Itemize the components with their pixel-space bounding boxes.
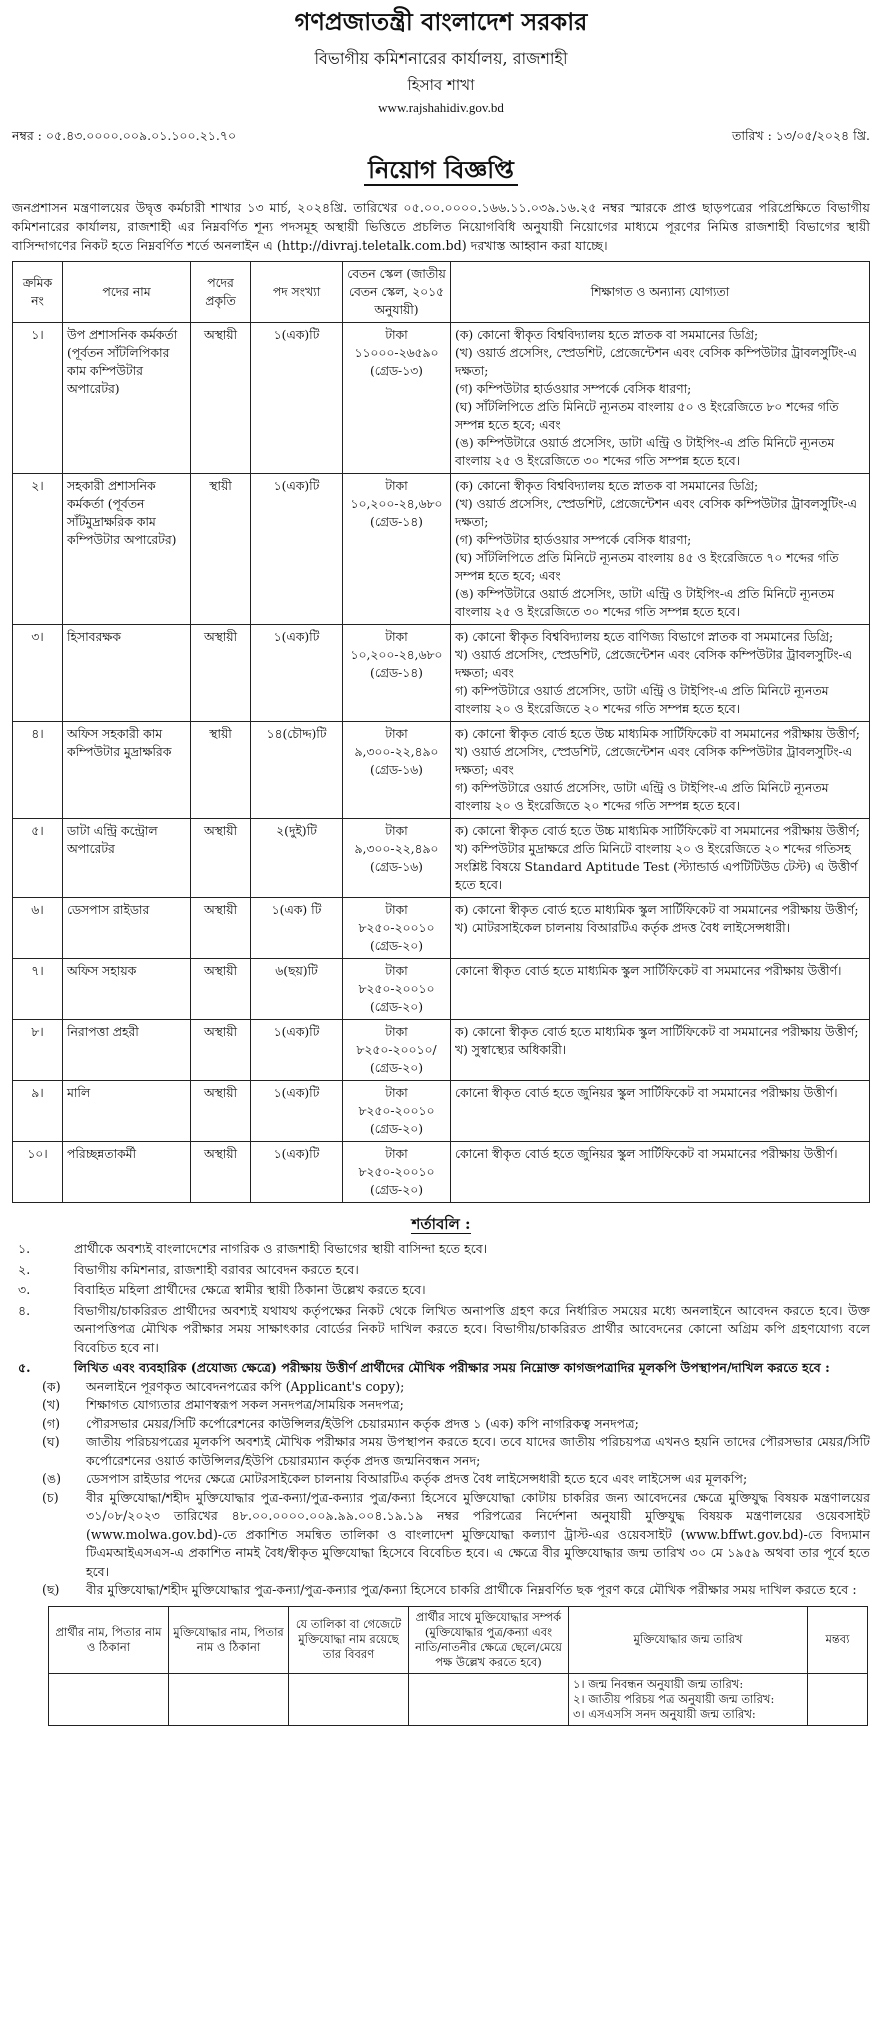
cell-qualification xyxy=(451,959,870,1020)
cell-nature: অস্থায়ী xyxy=(191,625,251,722)
ff-cell-remarks xyxy=(808,1673,868,1725)
cell-serial: ৮। xyxy=(13,1020,63,1081)
cell-qualification xyxy=(451,722,870,819)
col-serial: ক্রমিক নং xyxy=(13,262,63,323)
sub-condition-number: (ক) xyxy=(42,1378,61,1394)
sub-condition-item xyxy=(42,1415,870,1434)
cell-count: ১(এক)টি xyxy=(251,323,343,474)
condition-number: ৪. xyxy=(18,1302,31,1318)
condition-number: ১. xyxy=(18,1241,31,1256)
condition-item xyxy=(12,1281,870,1300)
col-scale: বেতন স্কেল (জাতীয় বেতন স্কেল, ২০১৫ অনুযায়ী) xyxy=(343,262,451,323)
cell-qualification xyxy=(451,819,870,898)
cell-scale: টাকা ৮২৫০-২০০১০ (গ্রেড-২০) xyxy=(343,1142,451,1203)
cell-post: সহকারী প্রশাসনিক কর্মকর্তা (পূর্বতন সাঁটমুদ্রাক্ষরিক কাম কম্পিউটার অপারেটর) xyxy=(63,474,191,625)
cell-post: হিসাবরক্ষক xyxy=(63,625,191,722)
ff-cell-fighter xyxy=(169,1673,289,1725)
condition-text: বিভাগীয় কমিশনার, রাজশাহী বরাবর আবেদন করতে হবে। xyxy=(74,1261,359,1277)
qualification-item: কোনো স্বীকৃত বোর্ড হতে জুনিয়র স্কুল সার্টিফিকেট বা সমমানের পরীক্ষায় উত্তীর্ণ। xyxy=(455,1147,838,1161)
col-qualification: শিক্ষাগত ও অন্যান্য যোগ্যতা xyxy=(451,262,870,323)
sub-condition-text: জাতীয় পরিচয়পত্রের মূলকপি অবশ্যই মৌখিক পরীক্ষার সময় উপস্থাপন করতে হবে। তবে যাদের জাতীয় পরিচয়পত্র এখনও হয়নি তাদের পৌরসভার মেয়র/সিটি কর্পোরেশনের ওয়ার্ড কাউন্সিলর/ইউপি চেয়ারম্যান কর্তৃক প্রদত্ত জন্মনিবন্ধন সনদ; xyxy=(86,1434,870,1468)
sub-condition-text: অনলাইনে পূরণকৃত আবেদনপত্রের কপি (Applicant's copy); xyxy=(86,1378,405,1394)
cell-count: ১(এক)টি xyxy=(251,1142,343,1203)
qualification-item: খ) ওয়ার্ড প্রসেসিং, স্প্রেডশিট, প্রেজেন্টেশন এবং বেসিক কম্পিউটার ট্রাবলসুটিং-এ দক্ষতা; এবং xyxy=(455,745,853,777)
cell-count: ১(এক) টি xyxy=(251,898,343,959)
col-post: পদের নাম xyxy=(63,262,191,323)
cell-scale: টাকা ১০,২০০-২৪,৬৮০ (গ্রেড-১৪) xyxy=(343,474,451,625)
conditions-heading-text: শর্তাবলি : xyxy=(411,1215,471,1233)
cell-nature: অস্থায়ী xyxy=(191,898,251,959)
qualification-item: গ) কম্পিউটারে ওয়ার্ড প্রসেসিং, ডাটা এন্ট্রি ও টাইপিং-এ প্রতি মিনিটে ন্যূনতম বাংলায় ২০ ও ইংরেজিতে ২০ শব্দের গতি সম্পন্ন হতে হবে। xyxy=(455,684,829,716)
memo-row xyxy=(0,128,882,148)
ff-col-header: প্রার্থীর সাথে মুক্তিযোদ্ধার সম্পর্ক (মুক্তিযোদ্ধার পুত্র/কন্যা এবং নাতি/নাতনীর ক্ষেত্রে ছেলে/মেয়ে পক্ষ উল্লেখ করতে হবে) xyxy=(409,1606,569,1673)
cell-scale: টাকা ৮২৫০-২০০১০ (গ্রেড-২০) xyxy=(343,1081,451,1142)
cell-count: ১(এক)টি xyxy=(251,474,343,625)
cell-post: মালি xyxy=(63,1081,191,1142)
cell-nature: অস্থায়ী xyxy=(191,1020,251,1081)
sub-condition-item xyxy=(42,1581,870,1600)
cell-scale: টাকা ১১০০০-২৬৫৯০ (গ্রেড-১৩) xyxy=(343,323,451,474)
condition-item xyxy=(12,1240,870,1259)
qualification-item: (ঙ) কম্পিউটারে ওয়ার্ড প্রসেসিং, ডাটা এন্ট্রি ও টাইপিং-এ প্রতি মিনিটে ন্যূনতম বাংলায় ২৫ ও ইংরেজিতে ৩০ শব্দের গতি সম্পন্ন হতে হবে। xyxy=(455,436,835,468)
cell-count: ১(এক)টি xyxy=(251,625,343,722)
cell-nature: অস্থায়ী xyxy=(191,819,251,898)
cell-qualification xyxy=(451,1081,870,1142)
cell-qualification xyxy=(451,474,870,625)
sub-condition-item xyxy=(42,1489,870,1582)
intro-paragraph: জনপ্রশাসন মন্ত্রণালয়ের উদ্বৃত্ত কর্মচারী শাখার ১৩ মার্চ, ২০২৪খ্রি. তারিখের ০৫.০০.০০০০.১৬৬.১১.০৩৯.১৬.২৫ নম্বর স্মারকে প্রাপ্ত ছাড়পত্রের পরিপ্রেক্ষিতে বিভাগীয় কমিশনারের কার্যালয়, রাজশাহী এর নিম্নবর্ণিত শূন্য পদসমূহ অস্থায়ী ভিত্তিতে প্রচলিত নিয়োগবিধি অনুযায়ী নিয়োগের মাধ্যমে পূরণের নিমিত্ত রাজশাহী বিভাগের স্থায়ী বাসিন্দাগণের নিকট হতে নিম্নবর্ণিত শর্তে অনলাইন এ (http://divraj.teletalk.com.bd) দরখাস্ত আহ্বান করা যাচ্ছে। xyxy=(12,200,870,253)
cell-scale: টাকা ৮২৫০-২০০১০ (গ্রেড-২০) xyxy=(343,959,451,1020)
cell-count: ১(এক)টি xyxy=(251,1081,343,1142)
sub-condition-item xyxy=(42,1378,870,1397)
sub-condition-number: (ছ) xyxy=(42,1582,60,1597)
table-row xyxy=(13,474,870,625)
table-row xyxy=(13,1020,870,1081)
cell-serial: ৫। xyxy=(13,819,63,898)
qualification-item: (ঙ) কম্পিউটারে ওয়ার্ড প্রসেসিং, ডাটা এন্ট্রি ও টাইপিং-এ প্রতি মিনিটে ন্যূনতম বাংলায় ২৫ ও ইংরেজিতে ৩০ শব্দের গতি সম্পন্ন হতে হবে। xyxy=(455,587,835,619)
sub-condition-item xyxy=(42,1396,870,1415)
condition-text: বিবাহিত মহিলা প্রার্থীদের ক্ষেত্রে স্বামীর স্থায়ী ঠিকানা উল্লেখ করতে হবে। xyxy=(74,1282,426,1297)
qualification-item: খ) মোটরসাইকেল চালনায় বিআরটিএ কর্তৃক প্রদত্ত বৈধ লাইসেন্সধারী। xyxy=(455,921,791,935)
ff-dob-line: ১। জন্ম নিবন্ধন অনুযায়ী জন্ম তারিখ: xyxy=(573,1676,744,1691)
cell-nature: অস্থায়ী xyxy=(191,323,251,474)
vacancy-table-header xyxy=(13,262,870,323)
cell-serial: ৬। xyxy=(13,898,63,959)
sub-condition-number: (ঙ) xyxy=(42,1471,62,1486)
cell-serial: ৭। xyxy=(13,959,63,1020)
ff-col-header: মন্তব্য xyxy=(808,1606,868,1673)
notice-title xyxy=(0,152,882,192)
qualification-item: (খ) ওয়ার্ড প্রসেসিং, স্প্রেডশিট, প্রেজেন্টেশন এবং বেসিক কম্পিউটার ট্রাবলসুটিং-এ দক্ষতা; xyxy=(455,497,857,529)
memo-date: তারিখ : ১৩/০৫/২০২৪ খ্রি. xyxy=(731,128,870,143)
cell-count: ৬(ছয়)টি xyxy=(251,959,343,1020)
table-row xyxy=(13,959,870,1020)
conditions-list xyxy=(0,1240,882,1600)
sub-condition-number: (চ) xyxy=(42,1489,59,1505)
qualification-item: ক) কোনো স্বীকৃত বোর্ড হতে উচ্চ মাধ্যমিক সার্টিফিকেট বা সমমানের পরীক্ষায় উত্তীর্ণ; xyxy=(455,727,860,741)
cell-post: পরিচ্ছন্নতাকর্মী xyxy=(63,1142,191,1203)
condition-number: ৩. xyxy=(18,1282,31,1297)
cell-serial: ৪। xyxy=(13,722,63,819)
sub-condition-number: (খ) xyxy=(42,1397,61,1412)
vacancy-table xyxy=(12,261,870,1203)
vacancy-table-body xyxy=(13,323,870,1203)
cell-nature: অস্থায়ী xyxy=(191,959,251,1020)
ff-cell-dob xyxy=(569,1673,808,1725)
sub-condition-text: পৌরসভার মেয়র/সিটি কর্পোরেশনের কাউন্সিলর/ইউপি চেয়ারম্যান কর্তৃক প্রদত্ত ১ (এক) কপি নাগরিকত্ব সনদপত্র; xyxy=(86,1415,639,1431)
sub-condition-number: (গ) xyxy=(42,1415,61,1431)
cell-count: ১৪(চৌদ্দ)টি xyxy=(251,722,343,819)
cell-scale: টাকা ৯,৩০০-২২,৪৯০ (গ্রেড-১৬) xyxy=(343,819,451,898)
ff-col-header: প্রার্থীর নাম, পিতার নাম ও ঠিকানা xyxy=(49,1606,169,1673)
cell-nature: অস্থায়ী xyxy=(191,1142,251,1203)
ff-cell-relation xyxy=(409,1673,569,1725)
qualification-item: (ঘ) সাঁটলিপিতে প্রতি মিনিটে ন্যূনতম বাংলায় ৪৫ ও ইংরেজিতে ৭০ শব্দের গতি সম্পন্ন হতে হবে; এবং xyxy=(455,551,839,583)
cell-nature: স্থায়ী xyxy=(191,722,251,819)
cell-nature: অস্থায়ী xyxy=(191,1081,251,1142)
table-row xyxy=(13,1081,870,1142)
cell-serial: ১০। xyxy=(13,1142,63,1203)
cell-nature: স্থায়ী xyxy=(191,474,251,625)
conditions-heading xyxy=(0,1213,882,1238)
cell-scale: টাকা ৮২৫০-২০০১০ (গ্রেড-২০) xyxy=(343,898,451,959)
cell-scale: টাকা ৯,৩০০-২২,৪৯০ (গ্রেড-১৬) xyxy=(343,722,451,819)
condition-text: লিখিত এবং ব্যবহারিক (প্রযোজ্য ক্ষেত্রে) পরীক্ষায় উত্তীর্ণ প্রার্থীদের মৌখিক পরীক্ষার সময় নিম্নোক্ত কাগজপত্রাদির মূলকপি উপস্থাপন/দাখিল করতে হবে : xyxy=(74,1360,830,1375)
condition-5 xyxy=(12,1359,870,1378)
qualification-item: গ) কম্পিউটারে ওয়ার্ড প্রসেসিং, ডাটা এন্ট্রি ও টাইপিং-এ প্রতি মিনিটে ন্যূনতম বাংলায় ২০ ও ইংরেজিতে ২০ শব্দের গতি সম্পন্ন হতে হবে। xyxy=(455,781,829,813)
table-row xyxy=(13,898,870,959)
cell-qualification xyxy=(451,323,870,474)
ff-cell-gazette xyxy=(289,1673,409,1725)
sub-condition-text: বীর মুক্তিযোদ্ধা/শহীদ মুক্তিযোদ্ধার পুত্র-কন্যা/পুত্র-কন্যার পুত্র/কন্যা হিসেবে মুক্তিযোদ্ধা কোটায় চাকরির জন্য আবেদনের ক্ষেত্রে মুক্তিযুদ্ধ বিষয়ক মন্ত্রণালয়ের ৩১/০৮/২০২৩ তারিখের ৪৮.০০.০০০০.০০৯.৯৯.০০৪.১৯.১৯ নম্বর পরিপত্রের নির্দেশনা অনুযায়ী মুক্তিযুদ্ধ বিষয়ক মন্ত্রণালয়ের ওয়েবসাইট (www.molwa.gov.bd)-তে প্রকাশিত সমন্বিত তালিকা ও বাংলাদেশ মুক্তিযোদ্ধা কল্যাণ ট্রাস্ট-এর ওয়েবসাইট (www.bffwt.gov.bd)-তে বিদ্যমান টিএমআইএসএস-এ প্রকাশিত নামই বৈধ/স্বীকৃত মুক্তিযোদ্ধা হিসেবে বিবেচিত হবে। এ ক্ষেত্রে বীর মুক্তিযোদ্ধার জন্ম তারিখ ৩০ মে ১৯৫৯ অথবা তার পূর্বে হতে হবে। xyxy=(86,1489,870,1579)
memo-number: নম্বর : ০৫.৪৩.০০০০.০০৯.০১.১০০.২১.৭০ xyxy=(12,128,237,143)
branch-name: হিসাব শাখা xyxy=(407,76,475,94)
condition-text: বিভাগীয়/চাকরিরত প্রার্থীদের অবশ্যই যথাযথ কর্তৃপক্ষের নিকট থেকে লিখিত অনাপত্তি গ্রহণ করে নির্ধারিত সময়ের মধ্যে অনলাইনে আবেদন করতে হবে। উক্ত অনাপত্তিপত্র মৌখিক পরীক্ষার সময় সাক্ষাৎকার বোর্ডের নিকট দাখিল করতে হবে। বিভাগীয়/চাকরিরত প্রার্থীর আবেদনের কোনো অগ্রিম কপি গ্রহণযোগ্য বলে বিবেচিত হবে না। xyxy=(74,1302,870,1355)
qualification-item: ক) কোনো স্বীকৃত বোর্ড হতে মাধ্যমিক স্কুল সার্টিফিকেট বা সমমানের পরীক্ষায় উত্তীর্ণ; xyxy=(455,1025,859,1039)
cell-qualification xyxy=(451,1020,870,1081)
cell-serial: ৯। xyxy=(13,1081,63,1142)
qualification-item: কোনো স্বীকৃত বোর্ড হতে জুনিয়র স্কুল সার্টিফিকেট বা সমমানের পরীক্ষায় উত্তীর্ণ। xyxy=(455,1086,838,1100)
website-link[interactable]: www.rajshahidiv.gov.bd xyxy=(378,100,504,115)
qualification-item: খ) কম্পিউটার মুদ্রাক্ষরে প্রতি মিনিটে বাংলায় ২০ ও ইংরেজিতে ২০ শব্দের গতিসহ সংশ্লিষ্ট বিষয়ে Standard Aptitude Test (স্ট্যান্ডার্ড এপটিটিউড টেস্ট) এ উত্তীর্ণ হতে হবে। xyxy=(455,842,858,892)
sub-condition-text: বীর মুক্তিযোদ্ধা/শহীদ মুক্তিযোদ্ধার পুত্র-কন্যা/পুত্র-কন্যার পুত্র/কন্যা হিসেবে চাকরি প্রার্থীকে নিম্নবর্ণিত ছক পূরণ করে মৌখিক পরীক্ষার সময় দাখিল করতে হবে : xyxy=(86,1582,857,1597)
cell-scale: টাকা ৮২৫০-২০০১০/ (গ্রেড-২০) xyxy=(343,1020,451,1081)
condition-item xyxy=(12,1261,870,1280)
qualification-item: ক) কোনো স্বীকৃত বোর্ড হতে মাধ্যমিক স্কুল সার্টিফিকেট বা সমমানের পরীক্ষায় উত্তীর্ণ; xyxy=(455,903,859,917)
ff-table-row xyxy=(49,1673,868,1725)
ff-dob-line: ২। জাতীয় পরিচয় পত্র অনুযায়ী জন্ম তারিখ: xyxy=(573,1691,775,1706)
ff-col-header: যে তালিকা বা গেজেটে মুক্তিযোদ্ধা নাম রয়েছে তার বিবরণ xyxy=(289,1606,409,1673)
condition-number: ৫. xyxy=(18,1360,31,1375)
freedom-fighter-table xyxy=(48,1606,868,1726)
cell-qualification xyxy=(451,1142,870,1203)
ff-dob-line: ৩। এসএসসি সনদ অনুযায়ী জন্ম তারিখ: xyxy=(573,1706,756,1721)
qualification-item: ক) কোনো স্বীকৃত বোর্ড হতে উচ্চ মাধ্যমিক সার্টিফিকেট বা সমমানের পরীক্ষায় উত্তীর্ণ; xyxy=(455,824,860,838)
sub-condition-text: ডেসপাস রাইডার পদের ক্ষেত্রে মোটরসাইকেল চালনায় বিআরটিএ কর্তৃক প্রদত্ত বৈধ লাইসেন্সধারী হতে হবে এবং লাইসেন্স এর মূলকপি; xyxy=(86,1471,748,1486)
cell-qualification xyxy=(451,625,870,722)
cell-scale: টাকা ১০,২০০-২৪,৬৮০ (গ্রেড-১৪) xyxy=(343,625,451,722)
table-row xyxy=(13,1142,870,1203)
ff-col-header: মুক্তিযোদ্ধার জন্ম তারিখ xyxy=(569,1606,808,1673)
table-row xyxy=(13,625,870,722)
office-name: বিভাগীয় কমিশনারের কার্যালয়, রাজশাহী xyxy=(314,49,568,68)
qualification-item: খ) সুস্বাস্থ্যের অধিকারী। xyxy=(455,1043,567,1057)
qualification-item: (ক) কোনো স্বীকৃত বিশ্ববিদ্যালয় হতে স্নাতক বা সমমানের ডিগ্রি; xyxy=(455,479,759,493)
condition-item xyxy=(12,1302,870,1358)
qualification-item: (গ) কম্পিউটার হার্ডওয়ার সম্পর্কে বেসিক ধারণা; xyxy=(455,382,692,396)
cell-post: ডেসপাস রাইডার xyxy=(63,898,191,959)
cell-count: ২(দুই)টি xyxy=(251,819,343,898)
condition-number: ২. xyxy=(18,1261,31,1277)
sub-condition-item xyxy=(42,1433,870,1470)
col-count: পদ সংখ্যা xyxy=(251,262,343,323)
qualification-item: (ক) কোনো স্বীকৃত বিশ্ববিদ্যালয় হতে স্নাতক বা সমমানের ডিগ্রি; xyxy=(455,328,759,342)
govt-name: গণপ্রজাতন্ত্রী বাংলাদেশ সরকার xyxy=(294,7,588,36)
qualification-item: কোনো স্বীকৃত বোর্ড হতে মাধ্যমিক স্কুল সার্টিফিকেট বা সমমানের পরীক্ষায় উত্তীর্ণ। xyxy=(455,964,842,978)
cell-post: নিরাপত্তা প্রহরী xyxy=(63,1020,191,1081)
table-row xyxy=(13,819,870,898)
cell-post: অফিস সহায়ক xyxy=(63,959,191,1020)
conditions-simple xyxy=(12,1240,870,1357)
cell-qualification xyxy=(451,898,870,959)
letterhead xyxy=(0,4,882,116)
qualification-item: ক) কোনো স্বীকৃত বিশ্ববিদ্যালয় হতে বাণিজ্য বিভাগে স্নাতক বা সমমানের ডিগ্রি; xyxy=(455,630,834,644)
qualification-item: (ঘ) সাঁটলিপিতে প্রতি মিনিটে ন্যূনতম বাংলায় ৫০ ও ইংরেজিতে ৮০ শব্দের গতি সম্পন্ন হতে হবে; এবং xyxy=(455,400,839,432)
cell-count: ১(এক)টি xyxy=(251,1020,343,1081)
sub-condition-item xyxy=(42,1470,870,1489)
sub-condition-number: (ঘ) xyxy=(42,1434,60,1449)
table-row xyxy=(13,722,870,819)
cell-post: অফিস সহকারী কাম কম্পিউটার মুদ্রাক্ষরিক xyxy=(63,722,191,819)
cell-post: ডাটা এন্ট্রি কন্ট্রোল অপারেটর xyxy=(63,819,191,898)
cell-serial: ৩। xyxy=(13,625,63,722)
qualification-item: (গ) কম্পিউটার হার্ডওয়ার সম্পর্কে বেসিক ধারণা; xyxy=(455,533,692,547)
qualification-item: খ) ওয়ার্ড প্রসেসিং, স্প্রেডশিট, প্রেজেন্টেশন এবং বেসিক কম্পিউটার ট্রাবলসুটিং-এ দক্ষতা; এবং xyxy=(455,648,853,680)
cell-post: উপ প্রশাসনিক কর্মকর্তা (পূর্বতন সাঁটলিপিকার কাম কম্পিউটার অপারেটর) xyxy=(63,323,191,474)
condition-text: প্রার্থীকে অবশ্যই বাংলাদেশের নাগরিক ও রাজশাহী বিভাগের স্থায়ী বাসিন্দা হতে হবে। xyxy=(74,1241,488,1256)
ff-table-header xyxy=(49,1606,868,1673)
notice-title-text: নিয়োগ বিজ্ঞপ্তি xyxy=(364,155,518,186)
cell-serial: ২। xyxy=(13,474,63,625)
qualification-item: (খ) ওয়ার্ড প্রসেসিং, স্প্রেডশিট, প্রেজেন্টেশন এবং বেসিক কম্পিউটার ট্রাবলসুটিং-এ দক্ষতা; xyxy=(455,346,857,378)
sub-condition-text: শিক্ষাগত যোগ্যতার প্রমাণস্বরূপ সকল সনদপত্র/সাময়িক সনদপত্র; xyxy=(86,1397,404,1412)
col-nature: পদের প্রকৃতি xyxy=(191,262,251,323)
ff-cell-applicant xyxy=(49,1673,169,1725)
condition-5-items xyxy=(12,1378,870,1600)
ff-col-header: মুক্তিযোদ্ধার নাম, পিতার নাম ও ঠিকানা xyxy=(169,1606,289,1673)
table-row xyxy=(13,323,870,474)
cell-serial: ১। xyxy=(13,323,63,474)
